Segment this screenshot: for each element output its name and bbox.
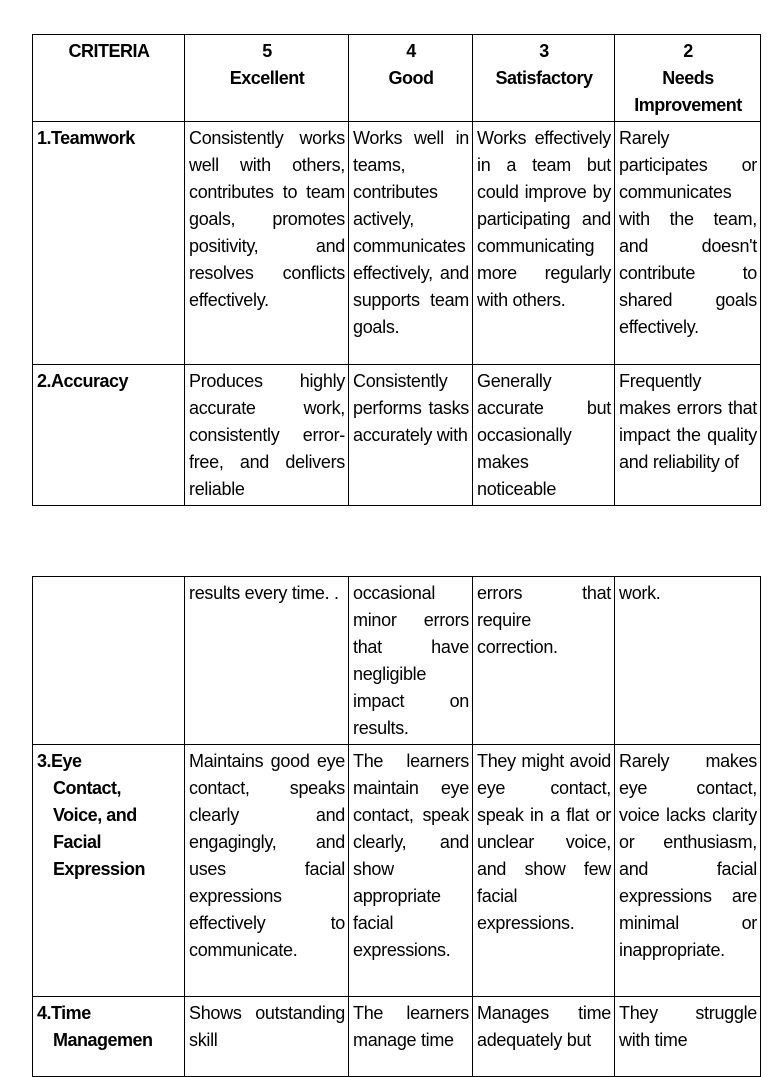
time-management-good: The learners manage time (349, 997, 473, 1077)
eye-contact-needs-improvement: Rarely makes eye contact, voice lacks clarity or enthusiasm, and facial expressions are minimal or inappropriate. (615, 745, 761, 997)
eye-contact-excellent: Maintains good eye contact, speaks clearly and engagingly, and uses facial expressions effectively to communicate. (185, 745, 349, 997)
rubric-table-part2 (32, 576, 761, 1077)
table-row (33, 997, 761, 1077)
criteria-header: CRITERIA (33, 35, 185, 122)
accuracy-good-continued: occasional minor errors that have negligible impact on results. (349, 577, 473, 745)
level-header-5: 5 Excellent (185, 35, 349, 122)
accuracy-excellent: Produces highly accurate work, consistently error-free, and delivers reliable (185, 365, 349, 506)
teamwork-satisfactory: Works effectively in a team but could improve by participating and communicating more regularly with others. (473, 122, 615, 365)
time-management-excellent: Shows outstanding skill (185, 997, 349, 1077)
time-management-satisfactory: Manages time adequately but (473, 997, 615, 1077)
level-header-2: 2 Needs Improvement (615, 35, 761, 122)
accuracy-needs-improvement: Frequently makes errors that impact the quality and reliability of (615, 365, 761, 506)
rubric-table-part1 (32, 34, 761, 506)
table-row (33, 122, 761, 365)
criterion-accuracy: 2.Accuracy (33, 365, 185, 506)
table-row (33, 365, 761, 506)
criterion-time-management: 4.Time Managemen (33, 997, 185, 1077)
table-row (33, 745, 761, 997)
accuracy-excellent-continued: results every time. . (185, 577, 349, 745)
level-header-3: 3 Satisfactory (473, 35, 615, 122)
header-row (33, 35, 761, 122)
criterion-eye-contact: 3.Eye Contact, Voice, and Facial Expression (33, 745, 185, 997)
accuracy-satisfactory-continued: errors that require correction. (473, 577, 615, 745)
eye-contact-good: The learners maintain eye contact, speak clearly, and show appropriate facial expressions. (349, 745, 473, 997)
time-management-needs-improvement: They struggle with time (615, 997, 761, 1077)
table-row (33, 577, 761, 745)
eye-contact-satisfactory: They might avoid eye contact, speak in a flat or unclear voice, and show few facial expressions. (473, 745, 615, 997)
criterion-teamwork: 1.Teamwork (33, 122, 185, 365)
criterion-accuracy-continued (33, 577, 185, 745)
accuracy-needs-improvement-continued: work. (615, 577, 761, 745)
accuracy-satisfactory: Generally accurate but occasionally makes noticeable (473, 365, 615, 506)
level-header-4: 4 Good (349, 35, 473, 122)
accuracy-good: Consistently performs tasks accurately with (349, 365, 473, 506)
teamwork-excellent: Consistently works well with others, contributes to team goals, promotes positivity, and resolves conflicts effectively. (185, 122, 349, 365)
teamwork-needs-improvement: Rarely participates or communicates with the team, and doesn't contribute to shared goals effectively. (615, 122, 761, 365)
teamwork-good: Works well in teams, contributes actively, communicates effectively, and supports team goals. (349, 122, 473, 365)
